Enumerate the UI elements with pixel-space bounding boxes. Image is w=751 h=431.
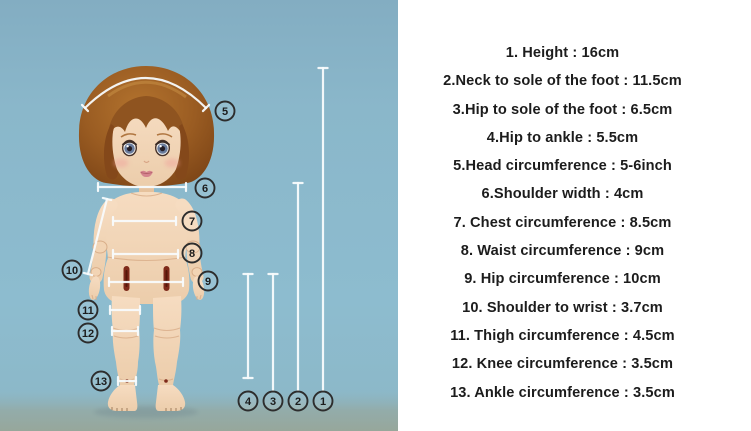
measurement-item: 12. Knee circumference : 3.5cm [451,356,674,373]
measurement-item: 9. Hip circumference : 10cm [464,271,661,288]
measurement-item: 3.Hip to sole of the foot : 6.5cm [452,101,673,118]
marker-number: 8 [188,248,196,261]
measurement-item: 5.Head circumference : 5-6inch [453,158,672,175]
measurement-item: 6.Shoulder width : 4cm [481,186,644,203]
marker-11-badge [79,301,98,320]
marker-6-badge [196,179,215,198]
marker-number: 13 [94,376,108,389]
marker-number: 11 [82,305,94,318]
marker-4-badge [239,392,258,411]
measurement-item: 11. Thigh circumference : 4.5cm [450,327,675,344]
marker-number: 5 [221,106,229,119]
measurement-item: 2.Neck to sole of the foot : 11.5cm [443,73,682,90]
measurement-item: 8. Waist circumference : 9cm [460,243,665,260]
marker-8-badge [183,244,202,263]
doll-torso [104,192,190,304]
measurement-item: 13. Ankle circumference : 3.5cm [450,384,675,401]
marker-10-badge [63,261,82,280]
marker-number: 4 [244,396,252,409]
marker-9-badge [199,272,218,291]
marker-number: 12 [81,328,95,341]
marker-number: 2 [294,396,302,409]
measurement-list [404,39,721,407]
marker-number: 7 [188,216,196,229]
marker-5-badge [216,102,235,121]
table-surface [0,390,398,431]
measurement-item: 10. Shoulder to wrist : 3.7cm [462,299,663,316]
marker-3-badge [264,392,283,411]
marker-7-badge [183,212,202,231]
marker-2-badge [289,392,308,411]
marker-number: 3 [269,396,277,409]
measurement-item: 4.Hip to ankle : 5.5cm [486,129,639,146]
marker-1-badge [314,392,333,411]
measurement-item: 7. Chest circumference : 8.5cm [453,214,672,231]
marker-12-badge [79,324,98,343]
marker-13-badge [92,372,111,391]
marker-number: 6 [201,183,209,196]
marker-number: 1 [319,396,327,409]
measurement-item: 1. Height : 16cm [505,45,620,61]
measurement-list-panel [398,0,751,431]
marker-number: 9 [204,276,212,289]
marker-number: 10 [65,265,79,278]
